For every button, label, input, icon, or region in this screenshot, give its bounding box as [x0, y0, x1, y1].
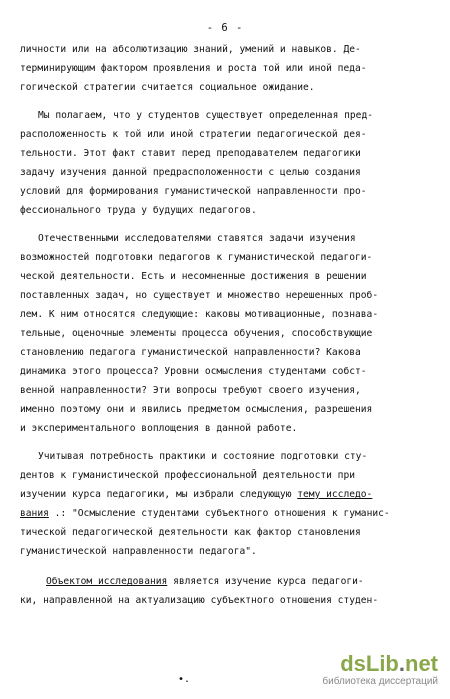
text-line [20, 166, 430, 180]
text-segment: тельные, оценочные элементы процесса обучения, способствующие [20, 328, 373, 339]
text-line [20, 327, 430, 341]
text-line [20, 308, 430, 322]
text-segment: условий для формирования гуманистической направленности про- [20, 186, 367, 197]
text-segment: венной направленности? Эти вопросы требуют своего изучения, [20, 385, 361, 396]
text-line [20, 384, 430, 398]
text-segment: гогической стратегии считается социальное ожидание. [20, 82, 315, 93]
text-segment: динамика этого процесса? Уровни осмысления студентами собст- [20, 366, 367, 377]
text-segment: Учитывая потребность практики и состояние подготовки сту- [38, 451, 368, 462]
text-line [20, 422, 430, 436]
text-segment: возможностей подготовки педагогов к гуманистической педагоги- [20, 252, 373, 263]
text-segment: изучении курса педагогики, мы избрали следующую [20, 489, 298, 500]
text-segment: ческой деятельности. Есть и несомненные достижения в решении [20, 271, 367, 282]
text-line [20, 526, 430, 540]
text-segment: фессионального труда у будущих педагогов. [20, 205, 257, 216]
text-line [20, 185, 430, 199]
text-segment: расположенность к той или иной стратегии педагогической дея- [20, 129, 367, 140]
text-segment: Отечественными исследователями ставятся задачи изучения [38, 233, 356, 244]
text-line [20, 594, 430, 608]
text-segment: ки, направленной на актуализацию субъектного отношения студен- [20, 595, 379, 606]
underlined-term: Объектом исследования [46, 576, 168, 587]
text-segment: Мы полагаем, что у студентов существует определенная пред- [38, 110, 374, 121]
text-line [20, 545, 430, 559]
text-line [20, 403, 430, 417]
text-line [20, 204, 430, 218]
underlined-term: тему исследо- [297, 489, 373, 500]
text-segment: .: "Осмысление студентами субъектного отношения к гуманис- [48, 508, 390, 519]
text-segment: задачу изучения данной предрасположенности с целью создания [20, 167, 361, 178]
text-line [20, 251, 430, 265]
watermark-brand: dsLib [340, 651, 399, 676]
watermark-dot: . [398, 651, 405, 676]
text-line [20, 270, 430, 284]
text-line [20, 232, 448, 246]
text-line [20, 43, 430, 57]
text-segment: именно поэтому они и явились предметом осмысления, разрешения [20, 404, 373, 415]
watermark-subtitle: библиотека диссертаций [322, 676, 438, 687]
text-line [20, 62, 430, 76]
watermark-tld: net [405, 651, 438, 676]
text-segment: тической педагогической деятельности как фактор становления [20, 527, 361, 538]
text-line [20, 109, 448, 123]
scan-specks: •. [178, 674, 191, 685]
underlined-term: вания [20, 508, 49, 519]
text-segment: дентов к гуманистической профессиональноЙ деятельности при [20, 470, 356, 481]
text-segment: становлению педагога гуманистической направленности? Какова [20, 347, 361, 358]
text-segment: личности или на абсолютизацию знаний, умений и навыков. Де- [20, 44, 361, 55]
text-line [20, 469, 430, 483]
text-segment: терминирующим фактором проявления и роста той или иной педа- [20, 63, 367, 74]
watermark-logo [322, 653, 438, 675]
text-line [20, 147, 430, 161]
text-segment: лем. К ним относятся следующие: каковы мотивационные, познава- [20, 309, 379, 320]
text-line [20, 346, 430, 360]
text-segment: тельности. Этот факт ставит перед преподавателем педагогики [20, 148, 361, 159]
text-line [20, 450, 448, 464]
page-number: - 6 - [206, 22, 244, 34]
text-line [20, 488, 430, 502]
text-line [20, 507, 430, 521]
text-line [20, 365, 430, 379]
watermark [322, 653, 438, 687]
text-segment: поставленных задач, но существует и множество нерешенных проб- [20, 290, 379, 301]
text-segment: гуманистической направленности педагога". [20, 546, 257, 557]
text-segment: и экспериментального воплощения в данной работе. [20, 423, 298, 434]
text-line [20, 575, 450, 589]
text-line [20, 128, 430, 142]
text-line [20, 289, 430, 303]
text-line [20, 81, 430, 95]
text-segment: является изучение курса педагоги- [167, 576, 364, 587]
